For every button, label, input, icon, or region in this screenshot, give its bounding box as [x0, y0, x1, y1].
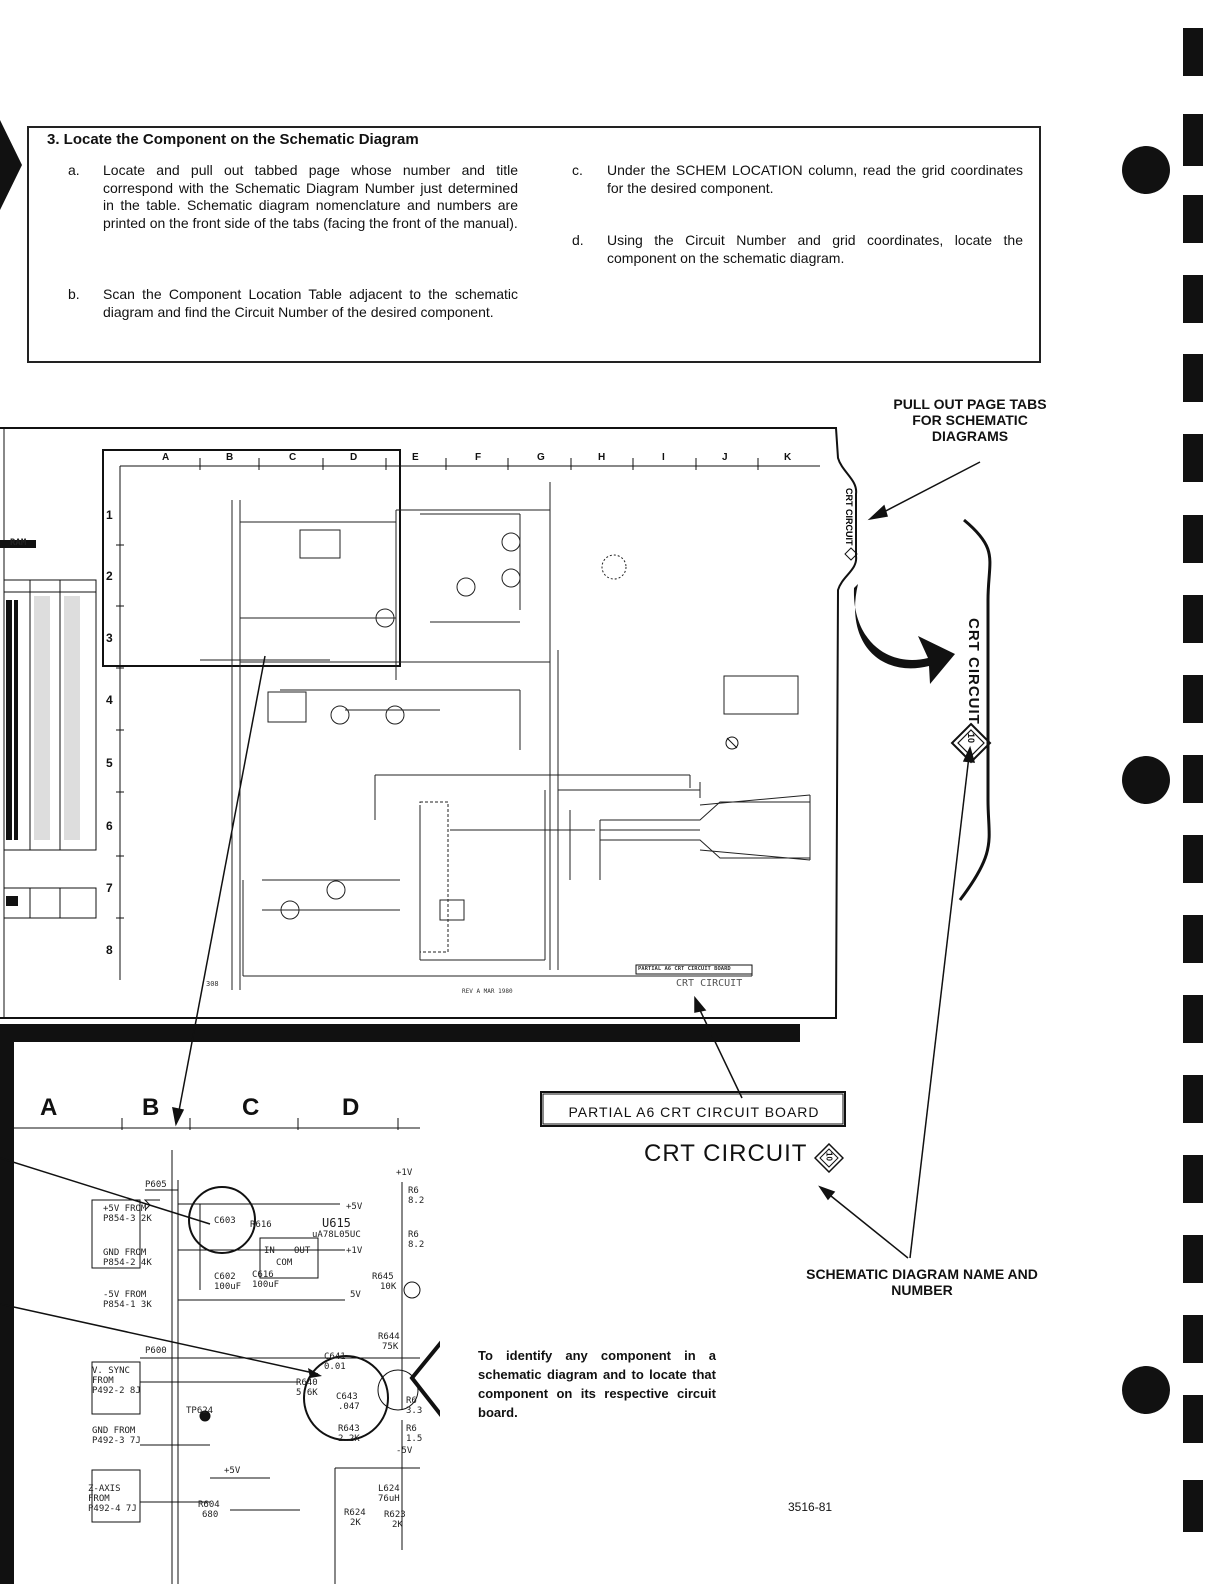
label-r623: R623 [384, 1510, 406, 1520]
label-src-plus5v: +5V FROM P854-3 2K [103, 1204, 152, 1224]
label-p605: P605 [145, 1180, 167, 1190]
step-d-text: Using the Circuit Number and grid coordinates, locate the component on the schematic diagram. [607, 232, 1023, 266]
label-r643-val: 2.2K [338, 1434, 360, 1444]
label-tp624: TP624 [186, 1406, 214, 1416]
instructions-title: 3. Locate the Component on the Schematic Diagram [47, 131, 419, 148]
grid-col-h: H [598, 452, 606, 463]
label-u615: U615 [322, 1216, 351, 1230]
schematic-name-label: SCHEMATIC DIAGRAM NAME AND NUMBER [806, 1266, 1038, 1298]
label-r604-val: 680 [202, 1510, 219, 1520]
label-r623-val: 2K [392, 1520, 403, 1530]
label-r645: R645 [372, 1272, 394, 1282]
grid-col-g: G [537, 452, 545, 463]
label-r643: R643 [338, 1424, 360, 1434]
zoom-col-d: D [342, 1094, 360, 1121]
label-c641: C641 [324, 1352, 346, 1362]
label-r616: R616 [250, 1220, 272, 1230]
step-d-letter: d. [572, 232, 584, 248]
label-c643-val: .047 [338, 1402, 360, 1412]
label-5v: 5V [350, 1290, 361, 1300]
label-c602: C602 [214, 1272, 236, 1282]
tab-title-vertical: CRT CIRCUIT [965, 618, 982, 725]
label-r6b: R6 [408, 1230, 419, 1240]
label-r6b-val: 8.2 [408, 1240, 425, 1250]
label-plus5v: +5V [346, 1202, 363, 1212]
small-board-label: PARTIAL A6 CRT CIRCUIT BOARD [638, 966, 731, 972]
tab-number: 10 [966, 732, 976, 743]
label-in: IN [264, 1246, 275, 1256]
label-vsync: V. SYNC FROM P492-2 8J [92, 1366, 141, 1396]
figure-number: 3516-81 [788, 1500, 833, 1514]
label-r640-val: 5.6K [296, 1388, 318, 1398]
grid-row-3: 3 [106, 631, 113, 645]
grid-col-j: J [722, 452, 728, 463]
label-c602-val: 100uF [214, 1282, 242, 1292]
grid-row-5: 5 [106, 756, 113, 770]
step-a-text: Locate and pull out tabbed page whose number and title correspond with the Schematic Diagram Number just determined in the table. Schematic diagram nomenclature and numbers are printed on the front side of the tabs (facing the front of the manual). [103, 162, 518, 231]
label-c643: C643 [336, 1392, 358, 1402]
label-zaxis: Z-AXIS FROM P492-4 7J [88, 1484, 137, 1514]
step-b-letter: b. [68, 286, 80, 302]
label-minus5v: -5V [396, 1446, 413, 1456]
zoom-col-c: C [242, 1094, 260, 1121]
label-r624-val: 2K [350, 1518, 361, 1528]
grid-row-1: 1 [106, 508, 113, 522]
label-plus1v: +1V [346, 1246, 363, 1256]
label-l624: L624 [378, 1484, 400, 1494]
label-r640: R640 [296, 1378, 318, 1388]
label-r6c-val: 3.3 [406, 1406, 423, 1416]
binder-margin [1120, 0, 1220, 1584]
step-a-letter: a. [68, 162, 80, 178]
label-r645-val: 10K [380, 1282, 397, 1292]
grid-row-4: 4 [106, 693, 113, 707]
label-c616-val: 100uF [252, 1280, 280, 1290]
grid-row-6: 6 [106, 819, 113, 833]
label-r624: R624 [344, 1508, 366, 1518]
label-r6a: R6 [408, 1186, 419, 1196]
grid-col-d: D [350, 452, 358, 463]
pull-out-tabs-label: PULL OUT PAGE TABS FOR SCHEMATIC DIAGRAMS [893, 396, 1047, 444]
small-diagram-title: CRT CIRCUIT [676, 978, 743, 989]
callout-text: To identify any component in a schematic diagram and to locate that component on its respective circuit board. [478, 1348, 716, 1420]
grid-row-8: 8 [106, 943, 113, 957]
left-tab-fragment: RAM [10, 538, 27, 548]
step-c-text: Under the SCHEM LOCATION column, read the grid coordinates for the desired component. [607, 162, 1023, 196]
label-u615-part: uA78L05UC [312, 1230, 361, 1240]
grid-row-2: 2 [106, 569, 113, 583]
label-r6c: R6 [406, 1396, 417, 1406]
label-p600: P600 [145, 1346, 167, 1356]
grid-row-7: 7 [106, 881, 113, 895]
label-c603: C603 [214, 1216, 236, 1226]
grid-col-e: E [412, 452, 419, 463]
grid-col-a: A [162, 452, 170, 463]
label-c616: C616 [252, 1270, 274, 1280]
label-com: COM [276, 1258, 293, 1268]
label-r644: R644 [378, 1332, 400, 1342]
label-src-minus5v: -5V FROM P854-1 3K [103, 1290, 152, 1310]
label-l624-val: 76uH [378, 1494, 400, 1504]
label-r6a-val: 8.2 [408, 1196, 425, 1206]
grid-col-f: F [475, 452, 482, 463]
label-r6d: R6 [406, 1424, 417, 1434]
zoom-col-a: A [40, 1094, 58, 1121]
label-gnd2: GND FROM P492-3 7J [92, 1426, 141, 1446]
grid-col-i: I [662, 452, 665, 463]
label-c641-val: 0.01 [324, 1362, 346, 1372]
label-out: OUT [294, 1246, 311, 1256]
label-r6d-val: 1.5 [406, 1434, 423, 1444]
label-plus5v-small: +5V [224, 1466, 241, 1476]
label-r644-val: 75K [382, 1342, 399, 1352]
grid-col-c: C [289, 452, 297, 463]
step-b-text: Scan the Component Location Table adjacent to the schematic diagram and find the Circuit Number of the desired component. [103, 286, 518, 320]
grid-col-b: B [226, 452, 234, 463]
label-r604: R604 [198, 1500, 220, 1510]
grid-col-k: K [784, 452, 792, 463]
board-label: PARTIAL A6 CRT CIRCUIT BOARD [568, 1104, 820, 1120]
zoom-col-b: B [142, 1094, 160, 1121]
diagram-number: 10 [824, 1152, 834, 1161]
page-number: 308 [206, 980, 219, 988]
diagram-title: CRT CIRCUIT [644, 1140, 808, 1167]
svg-text:CRT CIRCUIT: CRT CIRCUIT [844, 488, 854, 546]
step-c-letter: c. [572, 162, 583, 178]
zoomed-schematic [0, 1090, 440, 1584]
label-plus1v-top: +1V [396, 1168, 413, 1178]
revision: REV A MAR 1980 [462, 988, 513, 995]
label-src-gnd: GND FROM P854-2 4K [103, 1248, 152, 1268]
